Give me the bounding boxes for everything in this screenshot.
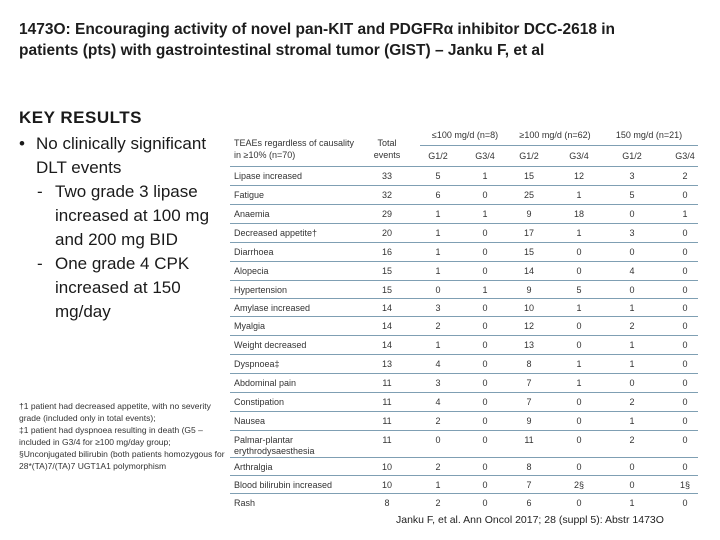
sub-bullet-text: One grade 4 CPK increased at 150 mg/day xyxy=(55,254,190,321)
grade-cell: 1 xyxy=(629,303,635,313)
event-name: Anaemia xyxy=(234,209,270,219)
table-row xyxy=(230,493,698,511)
footnotes xyxy=(19,400,227,472)
grade-cell: 1 xyxy=(576,190,582,200)
citation: Janku F, et al. Ann Oncol 2017; 28 (suppl 5): Abstr 1473O xyxy=(396,514,664,526)
grade-cell: 1 xyxy=(435,209,441,219)
table-row xyxy=(230,242,698,261)
grade-cell: 0 xyxy=(629,378,635,388)
grade-header: G1/2 xyxy=(519,151,539,161)
table-row xyxy=(230,354,698,373)
grade-cell: 0 xyxy=(482,266,488,276)
grade-cell: 0 xyxy=(682,397,688,407)
column-header-teaes: TEAEs regardless of causality in ≥10% (n=70) xyxy=(234,138,355,160)
table-row xyxy=(230,185,698,204)
total-cell: 15 xyxy=(381,285,392,295)
grade-cell: 8 xyxy=(526,462,532,472)
event-name: Blood bilirubin increased xyxy=(234,480,333,490)
grade-cell: 2 xyxy=(629,435,635,445)
column-header-total: Total events xyxy=(373,138,401,160)
grade-cell: 0 xyxy=(576,416,582,426)
grade-cell: 0 xyxy=(576,321,582,331)
grade-cell: 1 xyxy=(482,209,488,219)
table-row xyxy=(230,457,698,475)
slide-title: 1473O: Encouraging activity of novel pan-KIT and PDGFRα inhibitor DCC-2618 in patients (pts) with gastrointestinal stromal tumor (GIST) – Janku F, et al xyxy=(19,21,616,59)
grade-cell: 1 xyxy=(435,340,441,350)
event-name: Hypertension xyxy=(234,285,288,295)
grade-header: G3/4 xyxy=(475,151,495,161)
grade-cell: 3 xyxy=(435,378,441,388)
grade-cell: 25 xyxy=(523,190,534,200)
event-name: Rash xyxy=(234,498,256,508)
footnote-line: ‡1 patient had dyspnoea resulting in death (G5 – included in G3/4 for ≥100 mg/day group; xyxy=(19,425,203,447)
sub-bullet-item xyxy=(19,180,229,252)
total-cell: 20 xyxy=(381,228,392,238)
table-row xyxy=(230,261,698,280)
grade-cell: 0 xyxy=(576,340,582,350)
grade-cell: 1 xyxy=(629,416,635,426)
grade-cell: 12 xyxy=(573,171,584,181)
total-cell: 10 xyxy=(381,462,392,472)
grade-cell: 0 xyxy=(482,480,488,490)
table-row xyxy=(230,280,698,298)
grade-cell: 1 xyxy=(482,285,488,295)
table-row xyxy=(230,166,698,185)
table-row xyxy=(230,298,698,316)
grade-cell: 7 xyxy=(526,378,532,388)
event-name: Constipation xyxy=(234,397,285,407)
table-header xyxy=(230,126,698,166)
grade-cell: 0 xyxy=(576,462,582,472)
grade-cell: 0 xyxy=(482,340,488,350)
bullet-item xyxy=(19,132,229,180)
grade-cell: 0 xyxy=(682,303,688,313)
grade-cell: 6 xyxy=(435,190,441,200)
grade-cell: 0 xyxy=(682,321,688,331)
grade-cell: 0 xyxy=(482,498,488,508)
grade-cell: 0 xyxy=(682,416,688,426)
table-row xyxy=(230,373,698,392)
grade-cell: 1 xyxy=(576,359,582,369)
grade-cell: 0 xyxy=(682,247,688,257)
grade-cell: 10 xyxy=(523,303,534,313)
grade-header: G1/2 xyxy=(428,151,448,161)
grade-cell: 0 xyxy=(482,303,488,313)
grade-cell: 0 xyxy=(482,416,488,426)
event-name: Dyspnoea‡ xyxy=(234,359,280,369)
grade-cell: 3 xyxy=(629,228,635,238)
total-cell: 32 xyxy=(381,190,392,200)
table-row xyxy=(230,316,698,335)
grade-cell: 0 xyxy=(629,247,635,257)
grade-cell: 13 xyxy=(523,340,534,350)
grade-cell: 2 xyxy=(435,416,441,426)
grade-cell: 0 xyxy=(629,285,635,295)
table-row xyxy=(230,335,698,354)
grade-cell: 0 xyxy=(682,462,688,472)
dash-glyph: - xyxy=(37,182,43,201)
grade-header: G1/2 xyxy=(622,151,642,161)
table-body xyxy=(230,166,698,511)
grade-cell: 6 xyxy=(526,498,532,508)
event-name: Fatigue xyxy=(234,190,265,200)
table-row xyxy=(230,430,698,457)
grade-cell: 2 xyxy=(435,498,441,508)
table-row xyxy=(230,392,698,411)
grade-cell: 0 xyxy=(482,378,488,388)
grade-cell: 15 xyxy=(523,171,534,181)
grade-cell: 0 xyxy=(482,247,488,257)
grade-cell: 2 xyxy=(629,321,635,331)
event-name: Diarrhoea xyxy=(234,247,274,257)
grade-cell: 1 xyxy=(682,209,688,219)
total-cell: 10 xyxy=(381,480,392,490)
event-name: Weight decreased xyxy=(234,340,307,350)
grade-cell: 0 xyxy=(576,266,582,276)
grade-cell: 2 xyxy=(435,321,441,331)
event-name: Arthralgia xyxy=(234,462,273,472)
event-name: Decreased appetite† xyxy=(234,228,318,238)
grade-cell: 2 xyxy=(629,397,635,407)
grade-cell: 0 xyxy=(482,359,488,369)
total-cell: 16 xyxy=(381,247,392,257)
grade-cell: 0 xyxy=(629,480,635,490)
grade-cell: 0 xyxy=(682,498,688,508)
grade-cell: 2 xyxy=(435,462,441,472)
event-name: Abdominal pain xyxy=(234,378,297,388)
bullet-text: No clinically significant DLT events xyxy=(36,134,207,177)
grade-cell: 18 xyxy=(573,209,584,219)
grade-cell: 1 xyxy=(576,303,582,313)
total-cell: 14 xyxy=(381,340,392,350)
grade-cell: 0 xyxy=(682,340,688,350)
adverse-events-table xyxy=(230,126,698,511)
total-cell: 33 xyxy=(381,171,392,181)
key-results-heading: KEY RESULTS xyxy=(19,108,142,127)
group-header: ≤100 mg/d (n=8) xyxy=(431,130,499,140)
grade-cell: 1 xyxy=(435,228,441,238)
table-row xyxy=(230,411,698,430)
grade-cell: 0 xyxy=(576,247,582,257)
grade-cell: 0 xyxy=(629,209,635,219)
grade-cell: 0 xyxy=(682,359,688,369)
footnote-line: §Unconjugated bilirubin (both patients homozygous for 28*(TA)7/(TA)7 UGT1A1 polymorphism xyxy=(19,449,225,471)
grade-header: G3/4 xyxy=(569,151,589,161)
sub-bullet-text: Two grade 3 lipase increased at 100 mg and 200 mg BID xyxy=(55,182,210,249)
total-cell: 14 xyxy=(381,303,392,313)
grade-cell: 0 xyxy=(482,397,488,407)
event-name: Amylase increased xyxy=(234,303,311,313)
grade-cell: 0 xyxy=(482,228,488,238)
grade-cell: 1 xyxy=(576,228,582,238)
grade-cell: 1 xyxy=(435,247,441,257)
grade-cell: 0 xyxy=(682,228,688,238)
grade-cell: 0 xyxy=(482,435,488,445)
group-header: ≥100 mg/d (n=62) xyxy=(519,130,591,140)
event-name: Lipase increased xyxy=(234,171,303,181)
grade-cell: 17 xyxy=(523,228,534,238)
bullet-glyph: • xyxy=(19,134,25,153)
grade-cell: 5 xyxy=(435,171,441,181)
total-cell: 11 xyxy=(382,435,392,445)
grade-cell: 1 xyxy=(435,266,441,276)
grade-cell: 3 xyxy=(629,171,635,181)
grade-cell: 5 xyxy=(629,190,635,200)
grade-cell: 0 xyxy=(435,435,441,445)
grade-cell: 0 xyxy=(482,462,488,472)
grade-header: G3/4 xyxy=(675,151,695,161)
dash-glyph: - xyxy=(37,254,43,273)
group-header: 150 mg/d (n=21) xyxy=(615,130,683,140)
grade-cell: 1 xyxy=(629,359,635,369)
grade-cell: 1 xyxy=(482,171,488,181)
grade-cell: 11 xyxy=(524,435,534,445)
grade-cell: 0 xyxy=(576,435,582,445)
grade-cell: 15 xyxy=(523,247,534,257)
grade-cell: 0 xyxy=(682,435,688,445)
grade-cell: 7 xyxy=(526,480,532,490)
grade-cell: 4 xyxy=(435,359,441,369)
total-cell: 11 xyxy=(382,378,392,388)
grade-cell: 7 xyxy=(526,397,532,407)
header-divider xyxy=(420,145,698,146)
grade-cell: 0 xyxy=(682,190,688,200)
grade-cell: 9 xyxy=(526,209,532,219)
grade-cell: 4 xyxy=(435,397,441,407)
total-cell: 15 xyxy=(381,266,392,276)
total-cell: 11 xyxy=(382,416,392,426)
table-row xyxy=(230,475,698,493)
grade-cell: 0 xyxy=(629,462,635,472)
total-cell: 11 xyxy=(382,397,392,407)
grade-cell: 0 xyxy=(682,266,688,276)
grade-cell: 1 xyxy=(629,340,635,350)
grade-cell: 1 xyxy=(576,378,582,388)
grade-cell: 8 xyxy=(526,359,532,369)
grade-cell: 0 xyxy=(435,285,441,295)
grade-cell: 9 xyxy=(526,285,532,295)
grade-cell: 2 xyxy=(682,171,688,181)
event-name: Nausea xyxy=(234,416,266,426)
grade-cell: 0 xyxy=(482,321,488,331)
grade-cell: 4 xyxy=(629,266,635,276)
grade-cell: 1§ xyxy=(679,480,690,490)
grade-cell: 0 xyxy=(682,378,688,388)
table-row xyxy=(230,204,698,223)
grade-cell: 0 xyxy=(482,190,488,200)
grade-cell: 1 xyxy=(435,480,441,490)
grade-cell: 12 xyxy=(523,321,534,331)
grade-cell: 0 xyxy=(576,498,582,508)
total-cell: 29 xyxy=(381,209,392,219)
grade-cell: 3 xyxy=(435,303,441,313)
table-row xyxy=(230,223,698,242)
grade-cell: 1 xyxy=(629,498,635,508)
grade-cell: 9 xyxy=(526,416,532,426)
grade-cell: 2§ xyxy=(573,480,584,490)
event-name: Alopecia xyxy=(234,266,269,276)
grade-cell: 14 xyxy=(523,266,534,276)
event-name: Myalgia xyxy=(234,321,266,331)
total-cell: 8 xyxy=(384,498,390,508)
event-name: Palmar-plantar erythrodysaesthesia xyxy=(234,435,315,456)
grade-cell: 5 xyxy=(576,285,582,295)
sub-bullet-item xyxy=(19,252,229,324)
footnote-line: †1 patient had decreased appetite, with no severity grade (included only in total events); xyxy=(19,401,211,423)
grade-cell: 0 xyxy=(682,285,688,295)
key-results-list xyxy=(19,132,229,324)
grade-cell: 0 xyxy=(576,397,582,407)
total-cell: 14 xyxy=(381,321,392,331)
total-cell: 13 xyxy=(381,359,392,369)
